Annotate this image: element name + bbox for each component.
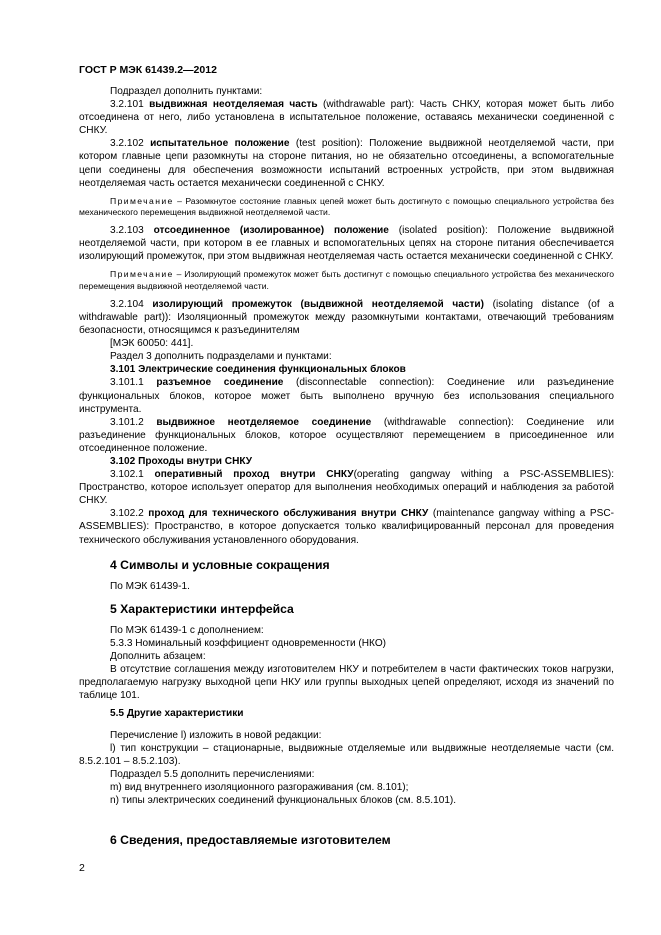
section-3-addition: Раздел 3 дополнить подразделами и пунктами: — [110, 351, 332, 363]
intro-paragraph: Подраздел дополнить пунктами: — [110, 86, 263, 97]
term: испытательное положение — [150, 138, 290, 150]
subsection-5-5-heading: 5.5 Другие характеристики — [110, 708, 244, 720]
clause-3-102-2: 3.102.2 проход для технического обслуживания внутри СНКУ (maintenance gangway withing a PSC-ASSEMBLIES): Пространство, в которое допускается только квалифицированный персонал для проведения технического обслуживания установленного оборудования. — [79, 508, 614, 546]
clause-3-2-102: 3.2.102 испытательное положение (test position): Положение выдвижной неотделяемой части, при котором главные цепи разомкнуты на стороне питания, но не обязательно отсоединены, а вспомогательные цепи соединены для обеспечения возможности испытаний встроенных устройств, при этом выдвижная неотделяемая часть остается механически соединенной с СНКУ. — [79, 138, 614, 189]
term: оперативный проход внутри СНКУ — [154, 469, 354, 481]
term: выдвижная неотделяемая часть — [149, 99, 318, 111]
subsection-3-102: 3.102 Проходы внутри СНКУ — [110, 455, 253, 467]
subsection-5-5-text-4: m) вид внутреннего изоляционного разгораживания (см. 8.101); — [110, 781, 409, 793]
clause-3-101-2: 3.101.2 выдвижное неотделяемое соединение (withdrawable connection): Соединение или разъединение функциональных блоков, которое осуществляют перемещением в присоединенное или отсоединенное положение. — [79, 416, 615, 454]
document-body — [79, 85, 614, 807]
note-2: Примечание – Изолирующий промежуток может быть достигнут с помощью специального устройства без механического перемещения выдвижной неотделяемой части. — [79, 269, 614, 291]
section-5-text-1: По МЭК 61439-1 с дополнением: — [110, 624, 264, 636]
document-header: ГОСТ Р МЭК 61439.2—2012 — [79, 64, 217, 76]
subsection-5-5-text-3: Подраздел 5.5 дополнить перечислениями: — [110, 768, 315, 780]
term: изолирующий промежуток (выдвижной неотделяемой части) — [152, 298, 484, 310]
subsection-3-101: 3.101 Электрические соединения функциональных блоков — [110, 364, 406, 376]
section-5-text-2: 5.3.3 Номинальный коэффициент одновременности (НКО) — [110, 638, 387, 649]
section-5-heading: 5 Характеристики интерфейса — [110, 601, 294, 616]
page-number: 2 — [79, 862, 85, 874]
term: разъемное соединение — [156, 377, 284, 389]
subsection-5-5-text-1: Перечисление l) изложить в новой редакции: — [110, 729, 322, 741]
section-4-text: По МЭК 61439-1. — [110, 580, 190, 592]
note-1: Примечание – Разомкнутое состояние главных цепей может быть достигнуто с помощью специального устройства без механического перемещения выдвижной неотделяемой части. — [79, 195, 614, 217]
clause-3-2-101: 3.2.101 выдвижная неотделяемая часть (withdrawable part): Часть СНКУ, которая может быть либо отсоединена от него, либо установлена в испытательное положение, оставаясь механически соединенной с СНКУ. — [79, 99, 615, 137]
term: выдвижное неотделяемое соединение — [156, 416, 372, 428]
clause-3-2-104: 3.2.104 изолирующий промежуток (выдвижной неотделяемой части) (isolating distance (of a withdrawable part)): Изоляционный промежуток между разомкнутыми контактами, отвечающий требованиям безопасности, относящимся к разъединителям — [79, 298, 614, 337]
clause-3-102-1: 3.102.1 оперативный проход внутри СНКУ(operating gangway withing a PSC-ASSEMBLIES): Пространство, которое использует оператор для выполнения необходимых операций и наблюдения за работой СНКУ. — [79, 469, 615, 507]
subsection-5-5-text-5: n) типы электрических соединений функциональных блоков (см. 8.5.101). — [110, 795, 457, 807]
section-5-text-4: В отсутствие соглашения между изготовителем НКУ и потребителем в части фактических токов нагрузки, предполагаемую нагрузку выходной цепи НКУ или группы выходных цепей определяют, исходя из значений по таблице 101. — [79, 664, 614, 702]
subsection-5-5-text-2: l) тип конструкции – стационарные, выдвижные отделяемые или выдвижные неотделяемые части (см. 8.5.2.101 – 8.5.2.103). — [79, 742, 614, 767]
term: отсоединенное (изолированное) положение — [153, 225, 389, 237]
clause-3-101-1: 3.101.1 разъемное соединение (disconnectable connection): Соединение или разъединение функциональных блоков, которое может быть выполнено вручную без использования специального инструмента. — [79, 377, 614, 415]
section-4-heading: 4 Символы и условные сокращения — [110, 557, 330, 572]
clause-3-2-103: 3.2.103 отсоединенное (изолированное) положение (isolated position): Положение выдвижной неотделяемой части, при котором в ее главных и вспомогательных цепях на стороне питания обеспечивается изолирующий промежуток, при этом выдвижная неотделяемая часть остается механически соединенной с СНКУ. — [79, 225, 614, 263]
section-5-text-3: Дополнить абзацем: — [110, 651, 206, 663]
term: проход для технического обслуживания внутри СНКУ — [148, 508, 429, 520]
reference: [МЭК 60050: 441]. — [110, 338, 194, 350]
section-6-heading: 6 Сведения, предоставляемые изготовителем — [110, 833, 391, 847]
